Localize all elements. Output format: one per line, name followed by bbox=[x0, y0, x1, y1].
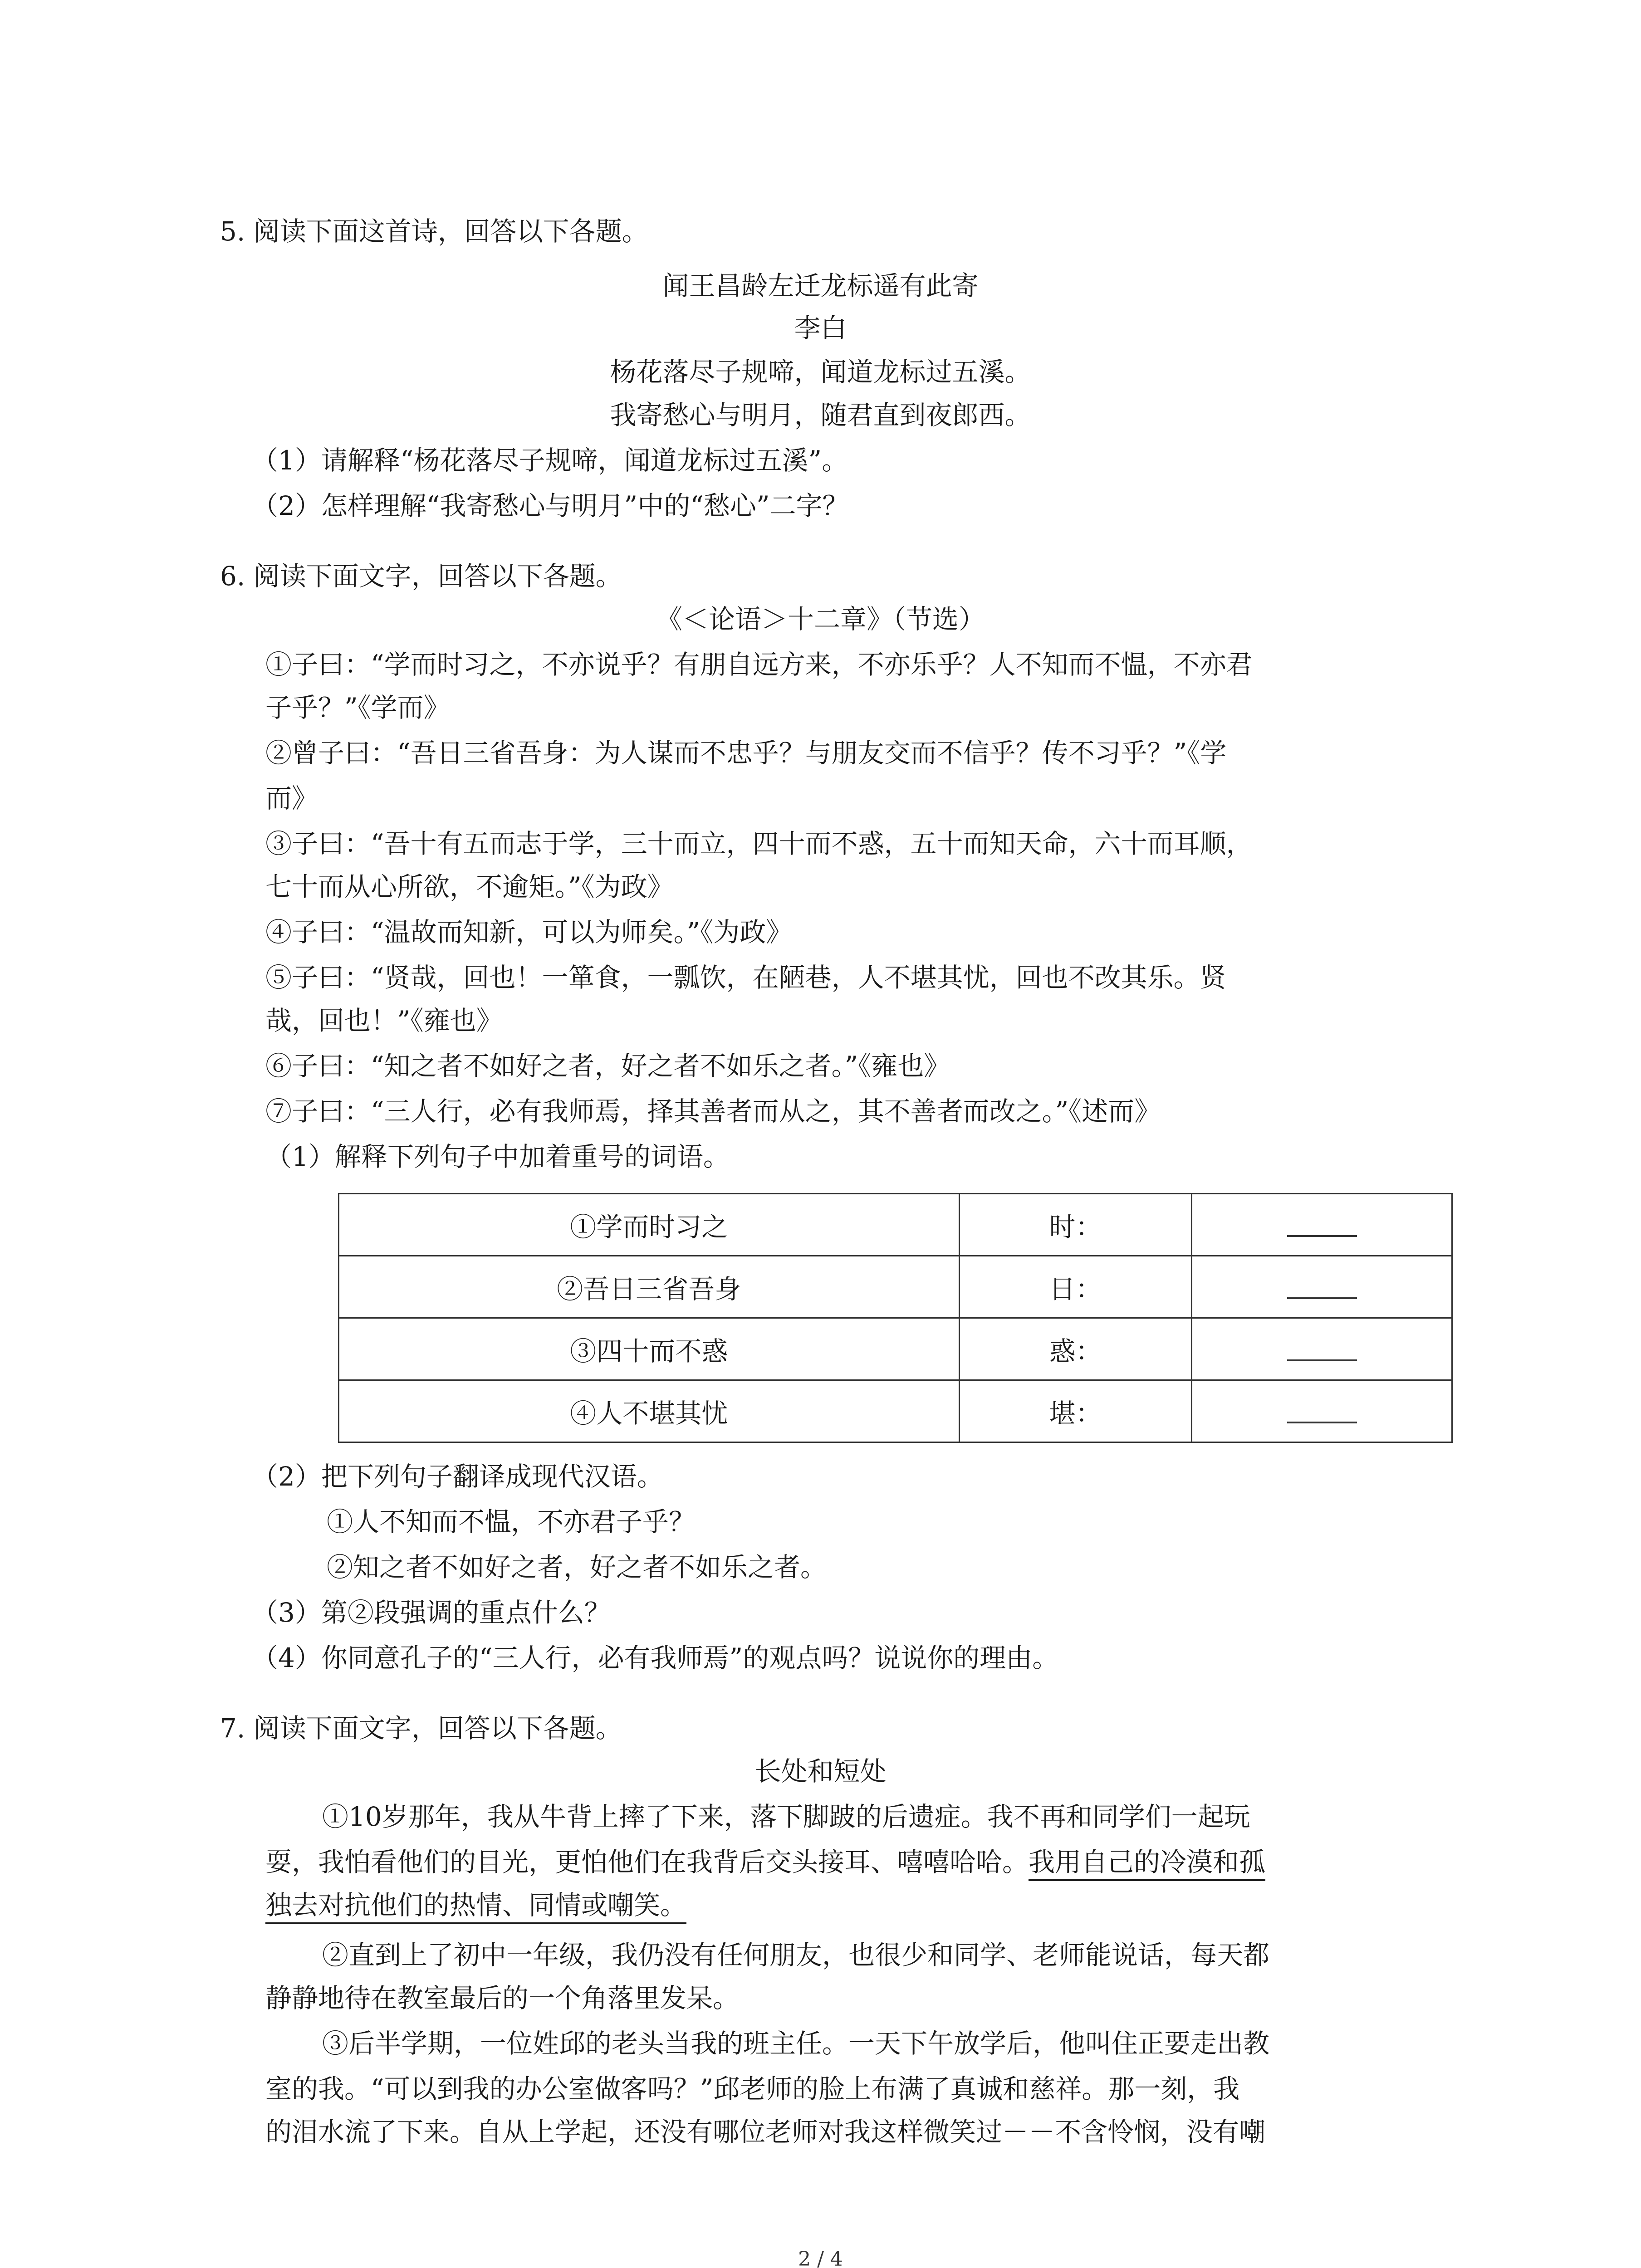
q7-para-3b: 室的我。“可以到我的办公室做客吗？”邱老师的脸上布满了真诚和慈祥。那一刻，我 bbox=[265, 2073, 1240, 2104]
q6-heading: 6. 阅读下面文字，回答以下各题。 bbox=[220, 561, 622, 591]
q6-sub-2-item-2: ②知之者不如好之者，好之者不如乐之者。 bbox=[327, 1552, 827, 1583]
q6-sub-1: （1）解释下列句子中加着重号的词语。 bbox=[265, 1141, 730, 1172]
table-phrase: ④人不堪其忧 bbox=[339, 1380, 960, 1442]
q7-para-1a: ①10岁那年，我从牛背上摔了下来，落下脚跛的后遗症。我不再和同学们一起玩 bbox=[322, 1801, 1250, 1832]
q7-para-1b bbox=[265, 1844, 1265, 1880]
poem-line-2: 我寄愁心与明月，随君直到夜郎西。 bbox=[610, 400, 1031, 430]
q6-para-5b: 哉，回也！”《雍也》 bbox=[265, 1005, 503, 1036]
q7-para-3a: ③后半学期，一位姓邱的老头当我的班主任。一天下午放学后，他叫住正要走出教 bbox=[322, 2028, 1270, 2059]
q6-sub-2: （2）把下列句子翻译成现代汉语。 bbox=[252, 1461, 663, 1492]
q6-para-2b: 而》 bbox=[265, 783, 318, 814]
table-phrase: ③四十而不惑 bbox=[339, 1318, 960, 1380]
q6-sub-3: （3）第②段强调的重点什么？ bbox=[252, 1597, 611, 1628]
answer-blank[interactable] bbox=[1192, 1194, 1452, 1256]
poem-author: 李白 bbox=[794, 313, 847, 343]
q7-underlined-sentence-part-2: 独去对抗他们的热情、同情或嘲笑。 bbox=[265, 1890, 686, 1924]
q7-title: 长处和短处 bbox=[754, 1756, 887, 1787]
table-word: 时： bbox=[959, 1194, 1192, 1256]
table-phrase: ②吾日三省吾身 bbox=[339, 1256, 960, 1318]
table-word: 惑： bbox=[959, 1318, 1192, 1380]
q6-sub-2-item-1: ①人不知而不愠，不亦君子乎？ bbox=[327, 1506, 696, 1537]
q6-para-1a: ①子曰：“学而时习之，不亦说乎？有朋自远方来，不亦乐乎？人不知而不愠，不亦君 bbox=[265, 649, 1253, 680]
q7-underlined-sentence-part-1: 我用自己的冷漠和孤 bbox=[1029, 1847, 1265, 1881]
q6-para-1b: 子乎？”《学而》 bbox=[265, 692, 450, 723]
q6-para-4: ④子曰：“温故而知新，可以为师矣。”《为政》 bbox=[265, 917, 793, 948]
q6-para-3a: ③子曰：“吾十有五而志于学，三十而立，四十而不惑，五十而知天命，六十而耳顺， bbox=[265, 828, 1253, 859]
q6-para-7: ⑦子曰：“三人行，必有我师焉，择其善者而从之，其不善者而改之。”《述而》 bbox=[265, 1096, 1161, 1127]
table-word: 堪： bbox=[959, 1380, 1192, 1442]
q7-para-2b: 静静地待在教室最后的一个角落里发呆。 bbox=[265, 1983, 740, 2014]
q6-para-6: ⑥子曰：“知之者不如好之者，好之者不如乐之者。”《雍也》 bbox=[265, 1051, 950, 1081]
table-word: 日： bbox=[959, 1256, 1192, 1318]
table-row bbox=[339, 1256, 1452, 1318]
q5-sub-1: （1）请解释“杨花落尽子规啼，闻道龙标过五溪”。 bbox=[252, 445, 848, 476]
q6-title: 《＜论语＞十二章》（节选） bbox=[656, 604, 985, 635]
q5-heading: 5. 阅读下面这首诗，回答以下各题。 bbox=[220, 216, 648, 247]
table-row bbox=[339, 1194, 1452, 1256]
poem-line-1: 杨花落尽子规啼，闻道龙标过五溪。 bbox=[610, 357, 1031, 387]
q7-para-1b-plain: 耍，我怕看他们的目光，更怕他们在我背后交头接耳、嘻嘻哈哈。 bbox=[265, 1847, 1029, 1877]
table-row bbox=[339, 1318, 1452, 1380]
q6-para-2a: ②曾子曰：“吾日三省吾身：为人谋而不忠乎？与朋友交而不信乎？传不习乎？”《学 bbox=[265, 738, 1227, 768]
q6-para-3b: 七十而从心所欲，不逾矩。”《为政》 bbox=[265, 871, 674, 902]
q6-para-5a: ⑤子曰：“贤哉，回也！一箪食，一瓢饮，在陋巷，人不堪其忧，回也不改其乐。贤 bbox=[265, 962, 1226, 993]
q5-sub-2: （2）怎样理解“我寄愁心与明月”中的“愁心”二字？ bbox=[252, 490, 849, 521]
q7-heading: 7. 阅读下面文字，回答以下各题。 bbox=[220, 1713, 622, 1744]
answer-blank[interactable] bbox=[1192, 1318, 1452, 1380]
vocabulary-table bbox=[338, 1193, 1453, 1443]
answer-blank[interactable] bbox=[1192, 1256, 1452, 1318]
q7-para-3c: 的泪水流了下来。自从上学起，还没有哪位老师对我这样微笑过－－不含怜悯，没有嘲 bbox=[265, 2116, 1266, 2147]
table-phrase: ①学而时习之 bbox=[339, 1194, 960, 1256]
q6-sub-4: （4）你同意孔子的“三人行，必有我师焉”的观点吗？说说你的理由。 bbox=[252, 1642, 1059, 1673]
answer-blank[interactable] bbox=[1192, 1380, 1452, 1442]
q7-para-2a: ②直到上了初中一年级，我仍没有任何朋友，也很少和同学、老师能说话，每天都 bbox=[322, 1940, 1270, 1970]
poem-title: 闻王昌龄左迁龙标遥有此寄 bbox=[662, 270, 979, 301]
q7-para-1c bbox=[265, 1887, 686, 1923]
table-row bbox=[339, 1380, 1452, 1442]
page-number: 2 / 4 bbox=[798, 2248, 843, 2268]
